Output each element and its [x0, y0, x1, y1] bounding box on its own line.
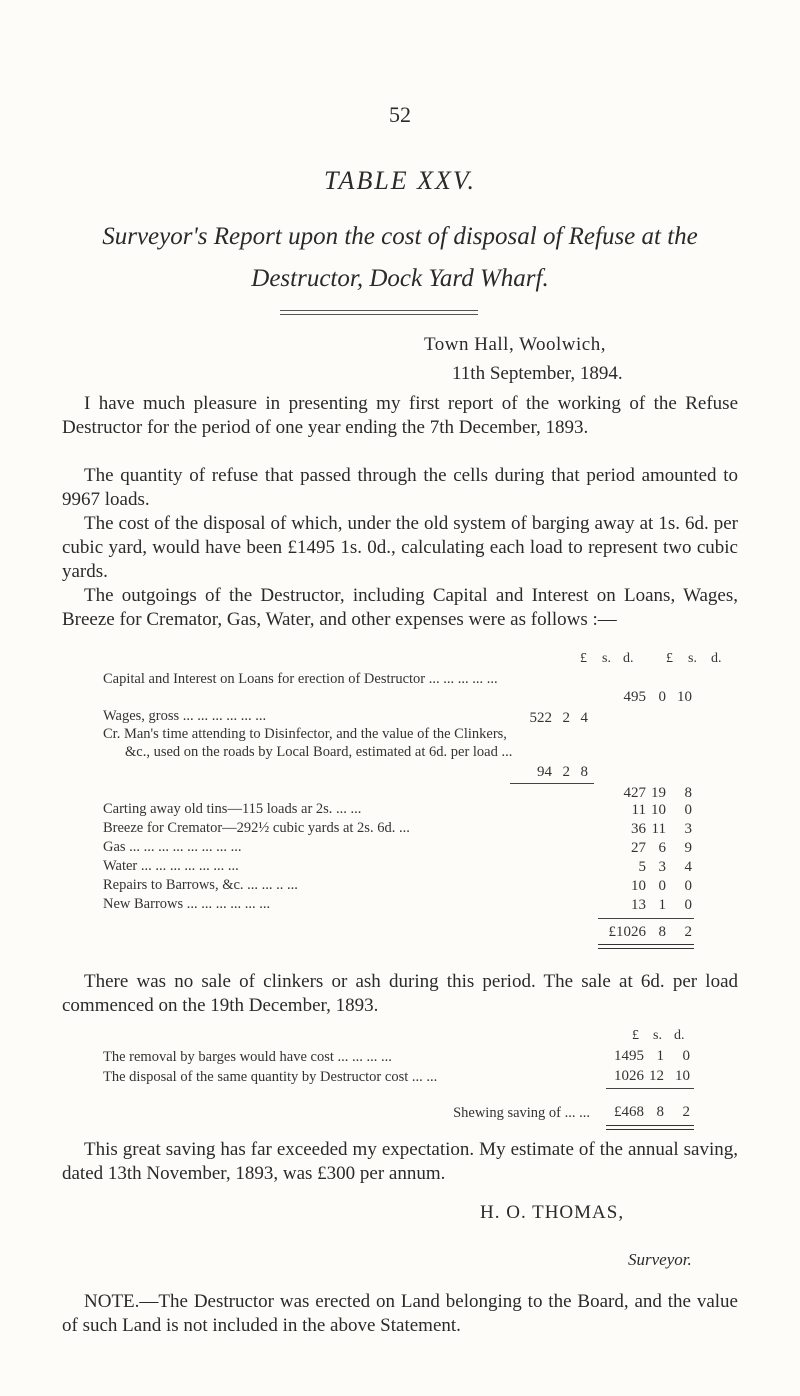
row-newbarrows-label: New Barrows ... ... ... ... ... ...	[103, 896, 271, 912]
wages-pounds: 522	[529, 710, 552, 726]
repairs-shillings: 0	[658, 878, 666, 894]
address-line: Town Hall, Woolwich,	[424, 334, 606, 355]
breeze-pence: 3	[684, 821, 692, 837]
wages-shillings: 2	[562, 710, 570, 726]
paragraph-old-cost: The cost of the disposal of which, under the old system of barging away at 1s. 6d. per cubic yard, would have been £1495 1s. 0d., calculating each load to represent two cubic yards.	[62, 513, 738, 582]
carting-pounds: 11	[631, 802, 646, 818]
total-shillings: 8	[658, 924, 666, 940]
capital-pounds: 495	[623, 689, 646, 705]
newbarrows-pence: 0	[684, 897, 692, 913]
saving-pence: 2	[682, 1104, 690, 1120]
saving-shillings: 8	[656, 1104, 664, 1120]
saving-double-rule	[606, 1125, 694, 1130]
row-gas-label: Gas ... ... ... ... ... ... ... ...	[103, 839, 242, 855]
row-credit-label: Cr. Man's time attending to Disinfector, and the value of the Clinkers, &c., used on the roads by Local Board, estimated at 6d. per load ...	[103, 726, 513, 760]
net-wages-pounds: 427	[623, 785, 646, 801]
capital-pence: 10	[677, 689, 692, 705]
repairs-pence: 0	[684, 878, 692, 894]
title-divider	[280, 310, 478, 315]
row-repairs-label: Repairs to Barrows, &c. ... ... .. ...	[103, 877, 298, 893]
water-pence: 4	[684, 859, 692, 875]
report-subtitle: Surveyor's Report upon the cost of disposal of Refuse at the Destructor, Dock Yard Wharf.	[102, 223, 698, 292]
paragraph-no-sale: There was no sale of clinkers or ash during this period. The sale at 6d. per load commenced on the 19th December, 1893.	[62, 971, 738, 1016]
credit-shillings: 2	[562, 764, 570, 780]
paragraph-great-saving: This great saving has far exceeded my expectation. My estimate of the annual saving, dated 13th November, 1893, was £300 per annum.	[62, 1139, 738, 1184]
carting-pence: 0	[684, 802, 692, 818]
repairs-pounds: 10	[631, 878, 646, 894]
total-pounds: £1026	[608, 924, 646, 940]
row-carting-label: Carting away old tins—115 loads ar 2s. ... ...	[103, 801, 362, 817]
gas-shillings: 6	[658, 840, 666, 856]
breeze-shillings: 11	[651, 821, 666, 837]
destructor-pence: 10	[675, 1068, 690, 1084]
total-double-rule	[598, 944, 694, 949]
carting-shillings: 10	[651, 802, 666, 818]
saving-rule	[606, 1088, 694, 1089]
subtraction-rule	[510, 783, 594, 784]
barges-shillings: 1	[656, 1048, 664, 1064]
date-line: 11th September, 1894.	[452, 363, 623, 384]
wages-pence: 4	[580, 710, 588, 726]
destructor-shillings: 12	[649, 1068, 664, 1084]
barges-pence: 0	[682, 1048, 690, 1064]
footnote: NOTE.—The Destructor was erected on Land belonging to the Board, and the value of such Land is not included in the above Statement.	[62, 1291, 738, 1336]
gas-pence: 9	[684, 840, 692, 856]
barges-pounds: 1495	[614, 1048, 644, 1064]
saving-label: Shewing saving of ... ...	[453, 1105, 590, 1121]
credit-pounds: 94	[537, 764, 552, 780]
capital-shillings: 0	[658, 689, 666, 705]
page-number: 52	[389, 102, 411, 127]
breeze-pounds: 36	[631, 821, 646, 837]
table-title: TABLE XXV.	[324, 166, 476, 195]
gas-pounds: 27	[631, 840, 646, 856]
row-wages-label: Wages, gross ... ... ... ... ... ...	[103, 708, 267, 724]
row-water-label: Water ... ... ... ... ... ... ...	[103, 858, 239, 874]
total-pence: 2	[684, 924, 692, 940]
paragraph-outgoings: The outgoings of the Destructor, including Capital and Interest on Loans, Wages, Breeze for Cremator, Gas, Water, and other expenses were as follows :—	[62, 585, 738, 630]
row-capital-label: Capital and Interest on Loans for erection of Destructor ... ... ... ... ...	[103, 671, 498, 687]
paragraph-intro: I have much pleasure in presenting my first report of the working of the Refuse Destructor for the period of one year ending the 7th December, 1893.	[62, 393, 738, 438]
destructor-label: The disposal of the same quantity by Destructor cost ... ...	[103, 1069, 438, 1085]
saving-pounds: £468	[614, 1104, 644, 1120]
net-wages-pence: 8	[684, 785, 692, 801]
destructor-pounds: 1026	[614, 1068, 644, 1084]
newbarrows-pounds: 13	[631, 897, 646, 913]
signature-name: H. O. THOMAS,	[480, 1202, 625, 1223]
paragraph-quantity: The quantity of refuse that passed through the cells during that period amounted to 9967 loads.	[62, 465, 738, 510]
total-rule	[598, 918, 694, 919]
credit-pence: 8	[580, 764, 588, 780]
water-pounds: 5	[638, 859, 646, 875]
newbarrows-shillings: 1	[658, 897, 666, 913]
row-breeze-label: Breeze for Cremator—292½ cubic yards at 2s. 6d. ...	[103, 820, 410, 836]
net-wages-shillings: 19	[651, 785, 666, 801]
water-shillings: 3	[658, 859, 666, 875]
signature-title: Surveyor.	[628, 1250, 692, 1269]
barges-label: The removal by barges would have cost ... ... ... ...	[103, 1049, 392, 1065]
